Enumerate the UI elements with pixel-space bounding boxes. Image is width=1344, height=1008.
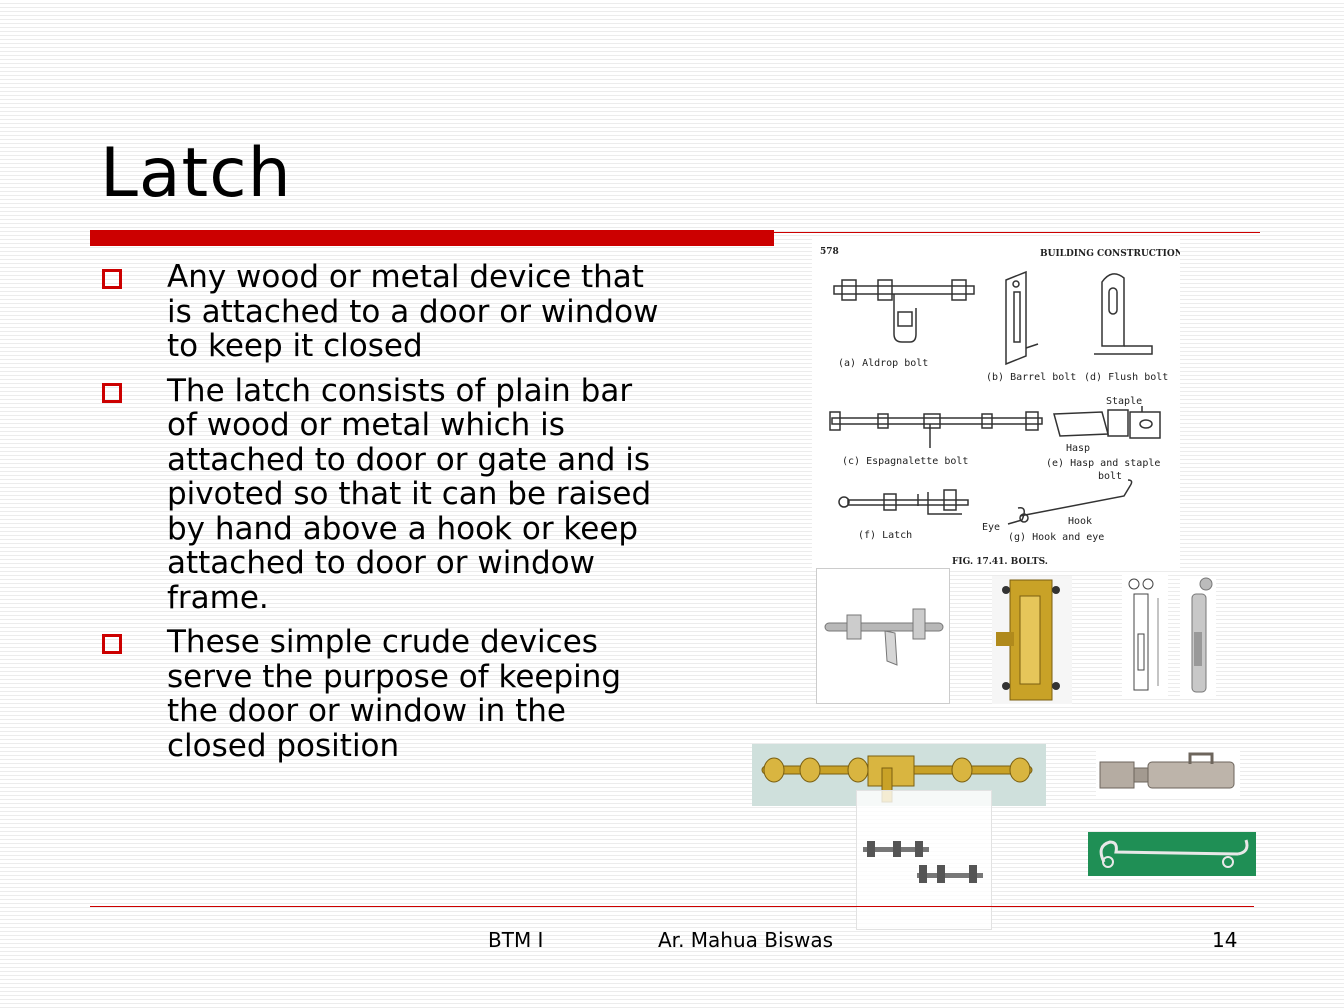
figure-caption: FIG. 17.41. BOLTS. xyxy=(952,557,1048,567)
label-hook: Hook xyxy=(1068,516,1093,527)
bullet-list xyxy=(100,260,660,773)
slide-title: Latch xyxy=(100,134,292,213)
bullet-item xyxy=(100,260,660,364)
flush-bolt-drawing-photo xyxy=(1122,574,1168,698)
espagnolette-bolt-drawing xyxy=(830,412,1042,448)
bolts-drawing xyxy=(812,238,1180,568)
footer-course: BTM I xyxy=(488,928,544,952)
square-bullet-icon xyxy=(102,634,122,654)
footer-author: Ar. Mahua Biswas xyxy=(658,928,833,952)
bullet-text: The latch consists of plain bar of wood or metal which is attached to door or gate and is pivoted so that it can be raised by hand above a hook or keep attached to door or window frame. xyxy=(167,372,652,616)
hasp-staple-drawing xyxy=(1054,406,1160,438)
flush-bolt-drawing xyxy=(1094,274,1152,354)
footer-divider xyxy=(90,906,1254,907)
label-hasp-bolt: bolt xyxy=(1098,471,1123,482)
hasp-staple-photo xyxy=(1096,750,1240,798)
bolts-figure xyxy=(812,238,1180,568)
label-hook-eye: (g) Hook and eye xyxy=(1008,532,1105,543)
figure-page-number: 578 xyxy=(820,247,839,257)
latch-sketch-photo xyxy=(856,790,992,930)
label-flush: (d) Flush bolt xyxy=(1084,372,1169,383)
figure-header: BUILDING CONSTRUCTION xyxy=(1040,249,1180,259)
square-bullet-icon xyxy=(102,383,122,403)
hook-eye-photo xyxy=(1088,832,1256,876)
latch-drawing xyxy=(839,490,968,514)
label-eye: Eye xyxy=(982,522,1001,533)
tower-bolt-photo xyxy=(992,576,1072,704)
footer-page-number: 14 xyxy=(1212,928,1238,952)
flush-bolt-photo xyxy=(1180,576,1216,698)
label-espagnolette: (c) Espagnalette bolt xyxy=(842,456,969,467)
title-accent-bar xyxy=(90,230,774,246)
label-aldrop: (a) Aldrop bolt xyxy=(838,358,929,369)
bullet-text: These simple crude devices serve the purpose of keeping the door or window in the closed position xyxy=(167,624,622,764)
label-staple: Staple xyxy=(1106,396,1143,407)
bullet-item xyxy=(100,374,660,616)
bullet-item xyxy=(100,625,660,763)
bullet-text: Any wood or metal device that is attached to a door or window to keep it closed xyxy=(167,259,659,364)
barrel-bolt-drawing xyxy=(1006,272,1038,364)
aldrop-bolt-photo xyxy=(816,568,950,704)
label-latch: (f) Latch xyxy=(858,530,913,541)
label-hasp: (e) Hasp and staple xyxy=(1046,458,1161,469)
label-hasp-word: Hasp xyxy=(1066,443,1091,454)
aldrop-bolt-drawing xyxy=(834,280,974,342)
label-barrel: (b) Barrel bolt xyxy=(986,372,1077,383)
square-bullet-icon xyxy=(102,269,122,289)
title-accent-line xyxy=(774,232,1260,233)
